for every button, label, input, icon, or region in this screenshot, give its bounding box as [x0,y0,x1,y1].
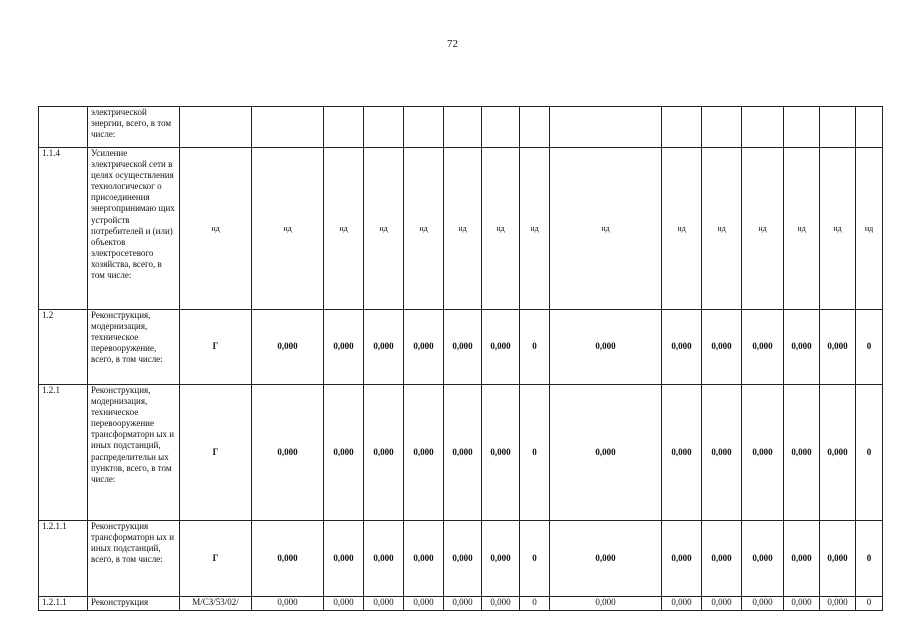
table-cell: 0,000 [252,385,324,521]
row-name: Реконструкция, модернизация, техническое перевооружение трансформаторн ых и иных подстанций, распределительн ых пунктов, всего, в том числе: [88,385,180,521]
table-cell: 0,000 [820,385,856,521]
table-cell: нд [482,148,520,310]
investment-table [38,106,883,611]
table-cell: 0,000 [324,597,364,611]
table-cell: нд [550,148,662,310]
table-cell: 0,000 [702,310,742,385]
table-cell: нд [180,148,252,310]
table-cell: нд [702,148,742,310]
table-row [39,107,883,148]
table-cell: нд [520,148,550,310]
table-cell: 0 [520,521,550,597]
table-cell [702,107,742,148]
table-cell: 0,000 [742,521,784,597]
row-name: Реконструкция [88,597,180,611]
table-cell: 0,000 [784,597,820,611]
table-cell [820,107,856,148]
table-cell: 0,000 [550,597,662,611]
row-code: 1.2.1.1 [39,521,88,597]
table-cell: Г [180,310,252,385]
table-cell: 0,000 [364,310,404,385]
table-cell: 0,000 [444,597,482,611]
table-cell [364,107,404,148]
table-cell: 0,000 [550,521,662,597]
table-cell: 0,000 [784,310,820,385]
table-cell: 0,000 [702,521,742,597]
table-cell: нд [324,148,364,310]
table-cell: нд [662,148,702,310]
table-cell: 0,000 [252,597,324,611]
table-cell [856,107,883,148]
table-cell: нд [820,148,856,310]
table-cell: 0,000 [742,597,784,611]
row-name: электрической энергии, всего, в том числе: [88,107,180,148]
table-cell: 0,000 [820,597,856,611]
table-cell [324,107,364,148]
table-cell [444,107,482,148]
table-cell [520,107,550,148]
table-cell: 0 [856,310,883,385]
table-cell: 0 [856,521,883,597]
table-cell: 0,000 [662,597,702,611]
table-cell: 0,000 [662,521,702,597]
table-cell: 0,000 [550,310,662,385]
table-cell: 0,000 [324,521,364,597]
table-cell: 0,000 [444,385,482,521]
table-cell: нд [856,148,883,310]
row-code: 1.1.4 [39,148,88,310]
table-row [39,148,883,310]
table-cell: М/СЗ/53/02/ [180,597,252,611]
table-cell [482,107,520,148]
table-cell: 0,000 [742,310,784,385]
table-cell: Г [180,385,252,521]
table-cell: нд [784,148,820,310]
table-cell: 0,000 [444,310,482,385]
table-cell [404,107,444,148]
table-cell: 0,000 [404,521,444,597]
table-cell: 0,000 [404,597,444,611]
table-cell: 0,000 [482,597,520,611]
table-row [39,597,883,611]
table-cell: 0,000 [364,385,404,521]
table-cell: 0,000 [702,385,742,521]
table-cell: 0,000 [324,385,364,521]
table-cell [252,107,324,148]
table-cell: 0,000 [364,521,404,597]
table-cell: 0,000 [662,310,702,385]
table-cell: 0,000 [784,521,820,597]
row-code: 1.2.1 [39,385,88,521]
table-cell: 0,000 [820,310,856,385]
table-cell: 0,000 [364,597,404,611]
table-cell [784,107,820,148]
table-cell: 0 [856,385,883,521]
table-cell: 0,000 [324,310,364,385]
table-cell: 0,000 [702,597,742,611]
table-cell: 0,000 [482,521,520,597]
table-cell: 0,000 [404,310,444,385]
table-row [39,310,883,385]
row-code [39,107,88,148]
table-cell [662,107,702,148]
row-name: Реконструкция, модернизация, техническое перевооружение, всего, в том числе: [88,310,180,385]
table-cell: 0,000 [662,385,702,521]
table-cell: нд [444,148,482,310]
table-cell: 0,000 [482,310,520,385]
row-code: 1.2.1.1 [39,597,88,611]
table-cell: 0,000 [252,310,324,385]
table-cell [180,107,252,148]
table-cell: нд [742,148,784,310]
row-name: Усиление электрической сети в целях осуществления технологическог о присоединения энергопринимаю щих устройств потребителей и (или) объектов электросетевого хозяйства, всего, в том числе: [88,148,180,310]
table-cell [742,107,784,148]
table-cell: 0 [520,310,550,385]
table-cell: нд [404,148,444,310]
table-cell: 0 [520,385,550,521]
table-cell: 0,000 [444,521,482,597]
table-cell: Г [180,521,252,597]
table-cell: 0,000 [550,385,662,521]
table-cell: нд [252,148,324,310]
table-cell: 0,000 [784,385,820,521]
table-cell: 0,000 [820,521,856,597]
table-cell: 0,000 [482,385,520,521]
page-number: 72 [447,38,458,50]
table-row [39,385,883,521]
table-row [39,521,883,597]
table-cell: 0,000 [404,385,444,521]
table-cell: 0 [520,597,550,611]
table-cell: 0,000 [252,521,324,597]
table-cell [550,107,662,148]
table-cell: 0 [856,597,883,611]
row-code: 1.2 [39,310,88,385]
table-cell: нд [364,148,404,310]
table-cell: 0,000 [742,385,784,521]
row-name: Реконструкция трансформаторн ых и иных подстанций, всего, в том числе: [88,521,180,597]
